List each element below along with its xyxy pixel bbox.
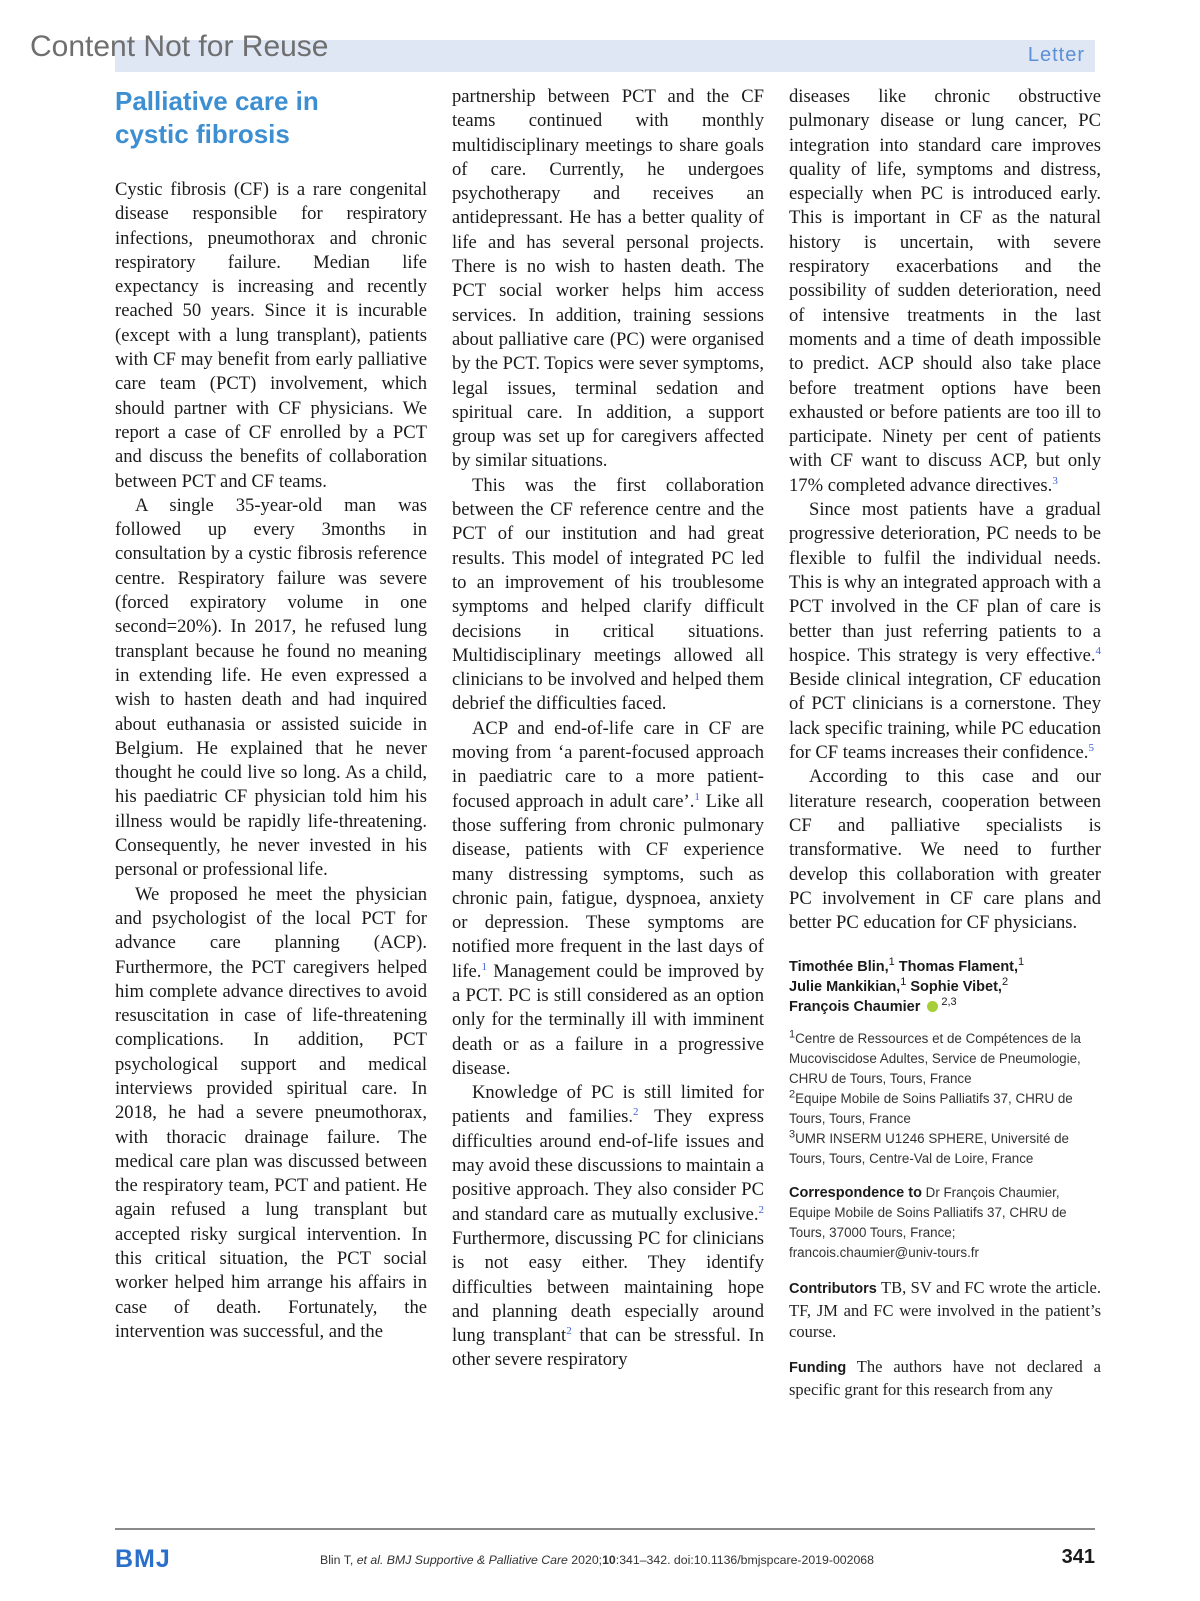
reference-link[interactable]: 2 — [633, 1106, 639, 1119]
column-1 — [115, 178, 427, 1344]
text-segment: Knowledge of PC is still limited for patients and families. — [452, 1082, 764, 1128]
paragraph: According to this case and our literature research, cooperation between CF and palliative specialists is transformative. We need to further develop this collaboration with greater PC involvement in CF care plans and better PC education for CF physicians. — [789, 766, 1101, 934]
affiliation-marker: 1 — [900, 976, 907, 989]
footer-divider — [115, 1528, 1095, 1530]
reference-link[interactable]: 2 — [566, 1324, 572, 1337]
citation-volume: 10 — [602, 1553, 616, 1567]
affiliation — [789, 1089, 1101, 1129]
affiliations — [789, 1029, 1101, 1169]
affiliation-marker: 2 — [1001, 976, 1009, 989]
reference-link[interactable]: 2 — [758, 1203, 764, 1216]
column-2 — [452, 85, 764, 1373]
affiliation-text: Equipe Mobile de Soins Palliatifs 37, CHRU de Tours, Tours, France — [789, 1091, 1073, 1127]
affiliation-number: 2 — [789, 1088, 796, 1101]
author-name[interactable]: Thomas Flament, — [898, 959, 1019, 976]
section-label: Letter — [1027, 44, 1085, 66]
text-segment: Like all those suffering from chronic pulmonary disease, patients with CF experience many distressing symptoms, such as chronic pain, fatigue, dyspnoea, anxiety or depression. These symptoms are notified more frequent in the last days of life. — [452, 790, 764, 982]
paragraph: We proposed he meet the physician and psychologist of the local PCT for advance care planning (ACP). Furthermore, the PCT caregivers helped him complete advance directives to avoid resuscitation in case of life-threatening complications. In addition, PCT psychological support and medical interviews provided spiritual care. In 2018, he had a severe pneumothorax, with thoracic drainage failure. The medical care plan was discussed between the respiratory team, PCT and patient. He again refused a lung transplant but accepted risky surgical intervention. In this critical situation, the PCT social worker helped him arrange his affairs in case of death. Fortunately, the intervention was successful, and the — [115, 883, 427, 1342]
affiliation-text: UMR INSERM U1246 SPHERE, Université de Tours, Tours, Centre-Val de Loire, France — [789, 1131, 1069, 1167]
article-title — [115, 85, 415, 151]
affiliation-marker: 1 — [888, 956, 895, 969]
paragraph — [789, 498, 1101, 765]
column-3 — [789, 85, 1101, 1400]
citation-etal: et al — [356, 1553, 380, 1567]
text-segment: diseases like chronic obstructive pulmonary disease or lung cancer, PC integration into standard care improves quality of life, symptoms and distress, especially when PC is introduced early. This is important in CF as the natural history is uncertain, with severe respiratory exacerbations and the possibility of sudden deterioration, need of intensive treatments in the last moments and a time of death impossible to predict. ACP should also take place before treatment options have been exhausted or before patients are too ill to participate. Ninety per cent of patients with CF want to discuss ACP, but only 17% completed advance directives. — [789, 86, 1101, 496]
paragraph — [452, 717, 764, 1081]
paragraph: A single 35-year-old man was followed up every 3months in consultation by a cystic fibrosis reference centre. Respiratory failure was severe (forced expiratory volume in one second=20%). In 2017, he refused lung transplant because he found no meaning in extending life. He even expressed a wish to hasten death and had inquired about euthanasia or assisted suicide in Belgium. He explained that he never thought he could live so long. As a child, his paediatric CF physician told him his illness would be rapidly life-threatening. Consequently, he never invested in his personal or professional life. — [115, 494, 427, 881]
reference-link[interactable]: 1 — [694, 790, 700, 803]
author-name[interactable]: Sophie Vibet, — [910, 979, 1002, 996]
funding — [789, 1356, 1101, 1400]
paragraph: partnership between PCT and the CF teams continued with monthly multidisciplinary meetings to share goals of care. Currently, he undergoes psychotherapy and receives an antidepressant. He has a better quality of life and has several personal projects. There is no wish to hasten death. The PCT social worker helps him access services. In addition, training sessions about palliative care (PC) were organised by the PCT. Topics were sever symptoms, legal issues, terminal sedation and spiritual care. In addition, a support group was set up for caregivers affected by similar situations. — [452, 86, 764, 472]
page-number: 341 — [1061, 1546, 1095, 1568]
contributors-text: TB, SV and FC wrote the article. TF, JM and FC were involved in the patient’s course. — [789, 1278, 1101, 1342]
citation — [320, 1553, 920, 1567]
affiliation-number: 1 — [789, 1028, 796, 1041]
title-line-1: Palliative care in — [115, 86, 319, 116]
correspondence-label: Correspondence to — [789, 1185, 922, 1202]
contributors-label: Contributors — [789, 1281, 877, 1298]
author-list — [789, 957, 1101, 1017]
correspondence — [789, 1183, 1101, 1263]
reference-link[interactable]: 1 — [481, 960, 487, 973]
bmj-logo[interactable]: BMJ — [115, 1545, 171, 1573]
orcid-icon[interactable] — [927, 1001, 938, 1012]
text-segment: Since most patients have a gradual progressive deterioration, PC needs to be flexible to fulfil the individual needs. This is why an integrated approach with a PCT involved in the CF plan of care is better than just referring patients to a hospice. This strategy is very effective. — [789, 499, 1101, 666]
correspondence-text[interactable]: Dr François Chaumier, Equipe Mobile de Soins Palliatifs 37, CHRU de Tours, 37000 Tours, France; francois.chaumier@univ-tours.fr — [789, 1185, 1067, 1261]
text-segment: They express difficulties around end-of-life issues and may avoid these discussions to maintain a positive approach. They also consider PC and standard care as mutually exclusive. — [452, 1106, 764, 1225]
affiliation-marker: 2,3 — [941, 996, 957, 1009]
paragraph: This was the first collaboration between the CF reference centre and the PCT of our institution and had great results. This model of integrated PC led to an improvement of his troublesome symptoms and helped clarify difficult decisions in critical situations. Multidisciplinary meetings allowed all clinicians to be involved and helped them debrief the difficulties faced. — [452, 474, 764, 715]
affiliation-text: Centre de Ressources et de Compétences de la Mucoviscidose Adultes, Service de Pneumologie, CHRU de Tours, Tours, France — [789, 1031, 1081, 1087]
funding-text: The authors have not declared a specific grant for this research from any — [789, 1357, 1101, 1400]
reference-link[interactable]: 3 — [1052, 474, 1058, 487]
affiliation-marker: 1 — [1018, 956, 1025, 969]
reference-link[interactable]: 4 — [1095, 644, 1101, 657]
citation-year: 2020; — [567, 1553, 603, 1567]
paragraph — [789, 85, 1101, 498]
affiliation — [789, 1029, 1101, 1089]
text-segment: Beside clinical integration, CF education of PCT clinicians is a cornerstone. They lack specific training, while PC education for CF teams increases their confidence. — [789, 669, 1101, 764]
citation-pages-doi[interactable]: :341–342. doi:10.1136/bmjspcare-2019-002068 — [615, 1553, 874, 1567]
watermark: Content Not for Reuse — [30, 30, 329, 63]
text-segment: Furthermore, discussing PC for clinicians is not easy either. They identify difficulties between maintaining hope and planning death especially around lung transplant — [452, 1227, 764, 1347]
paragraph — [452, 1081, 764, 1373]
reference-link[interactable]: 5 — [1088, 741, 1094, 754]
text-segment: Management could be improved by a PCT. PC is still considered as an option only for the terminally ill with imminent death or as a failure in a progressive disease. — [452, 960, 764, 1079]
affiliation-number: 3 — [789, 1128, 796, 1141]
citation-journal: . BMJ Supportive & Palliative Care — [379, 1553, 568, 1567]
text-segment: ACP and end-of-life care in CF are moving from ‘a parent-focused approach in paediatric care to a more patient-focused approach in adult care’. — [452, 717, 764, 812]
author-name[interactable]: Timothée Blin, — [789, 959, 889, 976]
affiliation — [789, 1129, 1101, 1169]
paragraph: Cystic fibrosis (CF) is a rare congenital disease responsible for respiratory infections, pneumothorax and chronic respiratory failure. Median life expectancy is increasing and recently reached 50 years. Since it is incurable (except with a lung transplant), patients with CF may benefit from early palliative care team (PCT) involvement, which should partner with CF physicians. We report a case of CF enrolled by a PCT and discuss the benefits of collaboration between PCT and CF teams. — [115, 179, 427, 492]
citation-authors: Blin T, — [320, 1553, 357, 1567]
funding-label: Funding — [789, 1360, 847, 1377]
author-name[interactable]: Julie Mankikian, — [789, 979, 901, 996]
title-line-2: cystic fibrosis — [115, 119, 290, 149]
author-name[interactable]: François Chaumier — [789, 999, 921, 1016]
contributors — [789, 1277, 1101, 1342]
text-segment: that can be stressful. In other severe respiratory — [452, 1325, 765, 1371]
